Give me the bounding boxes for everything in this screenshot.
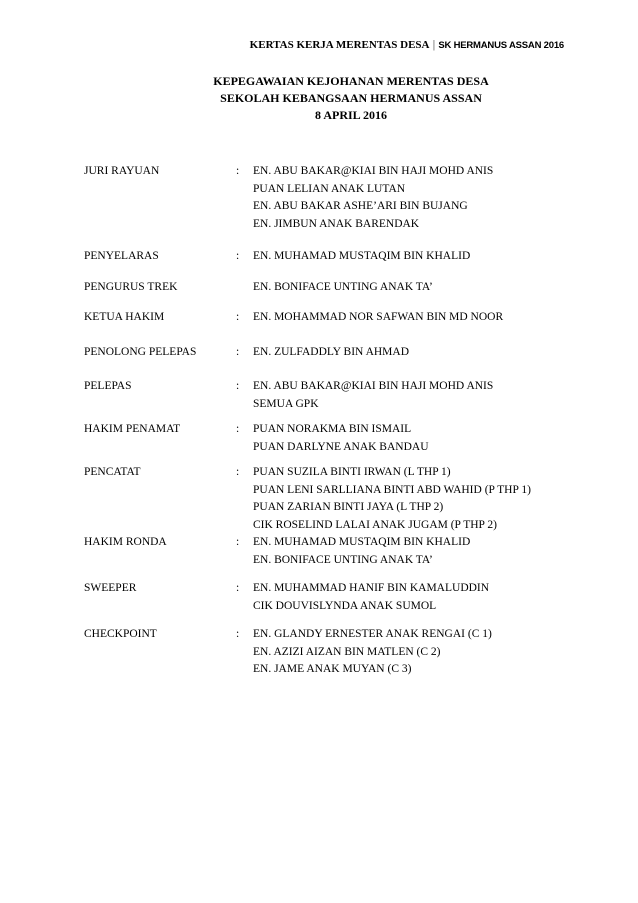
- roster-row: [84, 248, 594, 266]
- roster-row: [84, 626, 594, 679]
- assigned-names: [253, 534, 594, 569]
- role-label: HAKIM PENAMAT: [84, 423, 181, 435]
- assigned-names: [253, 309, 594, 327]
- role-label: PENGURUS TREK: [84, 280, 178, 293]
- roster-row: [84, 163, 594, 233]
- staff-name: EN. MUHAMAD MUSTAQIM BIN KHALID: [253, 536, 471, 548]
- role-colon: :: [236, 311, 240, 323]
- title-line-1: KEPEGAWAIAN KEJOHANAN MERENTAS DESA: [213, 74, 489, 88]
- staff-name: EN. MUHAMMAD HANIF BIN KAMALUDDIN: [253, 582, 490, 594]
- role-colon: :: [236, 250, 240, 262]
- staff-roster: [84, 163, 594, 679]
- roster-row: [84, 279, 594, 297]
- staff-name: EN. ZULFADDLY BIN AHMAD: [253, 345, 410, 358]
- role-colon: :: [236, 380, 240, 392]
- roster-row: [84, 534, 594, 569]
- staff-name: EN. GLANDY ERNESTER ANAK RENGAI (C 1): [253, 628, 492, 640]
- roster-row: [84, 464, 594, 534]
- staff-name: EN. BONIFACE UNTING ANAK TA’: [253, 553, 433, 566]
- role-colon: :: [236, 628, 240, 640]
- staff-name: PUAN NORAKMA BIN ISMAIL: [253, 423, 412, 435]
- assigned-names: [253, 464, 594, 534]
- role-label: SWEEPER: [84, 582, 137, 594]
- header-title: KERTAS KERJA MERENTAS DESA: [249, 39, 430, 51]
- role-label: CHECKPOINT: [84, 628, 157, 640]
- staff-name: EN. ABU BAKAR ASHE’ARI BIN BUJANG: [253, 200, 468, 212]
- role-label: PENCATAT: [84, 466, 141, 478]
- staff-name: PUAN LENI SARLLIANA BINTI ABD WAHID (P THP 1): [253, 483, 531, 496]
- title-line-2: SEKOLAH KEBANGSAAN HERMANUS ASSAN: [220, 91, 482, 105]
- document-title: [0, 73, 638, 124]
- assigned-names: [253, 580, 594, 615]
- staff-name: EN. ABU BAKAR@KIAI BIN HAJI MOHD ANIS: [253, 380, 494, 392]
- assigned-names: [253, 163, 594, 233]
- staff-name: EN. ABU BAKAR@KIAI BIN HAJI MOHD ANIS: [253, 165, 494, 177]
- staff-name: PUAN ZARIAN BINTI JAYA (L THP 2): [253, 501, 444, 513]
- staff-name: CIK ROSELIND LALAI ANAK JUGAM (P THP 2): [253, 518, 497, 531]
- staff-name: EN. BONIFACE UNTING ANAK TA’: [253, 280, 433, 293]
- staff-name: EN. MOHAMMAD NOR SAFWAN BIN MD NOOR: [253, 311, 504, 323]
- staff-name: EN. JIMBUN ANAK BARENDAK: [253, 217, 420, 230]
- assigned-names: [253, 421, 594, 456]
- assigned-names: [253, 626, 594, 679]
- assigned-names: [253, 279, 594, 297]
- header-separator: |: [432, 39, 436, 51]
- staff-name: EN. AZIZI AIZAN BIN MATLEN (C 2): [253, 645, 441, 658]
- staff-name: PUAN DARLYNE ANAK BANDAU: [253, 440, 429, 453]
- assigned-names: [253, 378, 594, 413]
- staff-name: PUAN SUZILA BINTI IRWAN (L THP 1): [253, 466, 451, 478]
- role-colon: :: [236, 466, 240, 478]
- staff-name: CIK DOUVISLYNDA ANAK SUMOL: [253, 599, 437, 612]
- roster-row: [84, 344, 594, 362]
- staff-name: SEMUA GPK: [253, 397, 319, 410]
- staff-name: PUAN LELIAN ANAK LUTAN: [253, 182, 406, 195]
- role-label: JURI RAYUAN: [84, 165, 160, 177]
- role-label: PELEPAS: [84, 380, 132, 392]
- title-date: 8 APRIL 2016: [314, 108, 387, 122]
- assigned-names: [253, 344, 594, 362]
- assigned-names: [253, 248, 594, 266]
- role-label: PENOLONG PELEPAS: [84, 345, 197, 358]
- staff-name: EN. MUHAMAD MUSTAQIM BIN KHALID: [253, 250, 471, 262]
- roster-row: [84, 421, 594, 456]
- role-colon: :: [236, 345, 240, 358]
- role-colon: :: [236, 582, 240, 594]
- header-school: SK HERMANUS ASSAN 2016: [438, 40, 564, 51]
- role-colon: :: [236, 165, 240, 177]
- role-colon: :: [236, 423, 240, 435]
- role-label: HAKIM RONDA: [84, 536, 167, 548]
- staff-name: EN. JAME ANAK MUYAN (C 3): [253, 663, 412, 675]
- role-colon: :: [236, 536, 240, 548]
- roster-row: [84, 309, 594, 327]
- roster-row: [84, 378, 594, 413]
- role-label: KETUA HAKIM: [84, 311, 165, 323]
- roster-row: [84, 580, 594, 615]
- role-colon: [236, 279, 253, 297]
- page-header: [250, 39, 564, 51]
- role-label: PENYELARAS: [84, 250, 159, 262]
